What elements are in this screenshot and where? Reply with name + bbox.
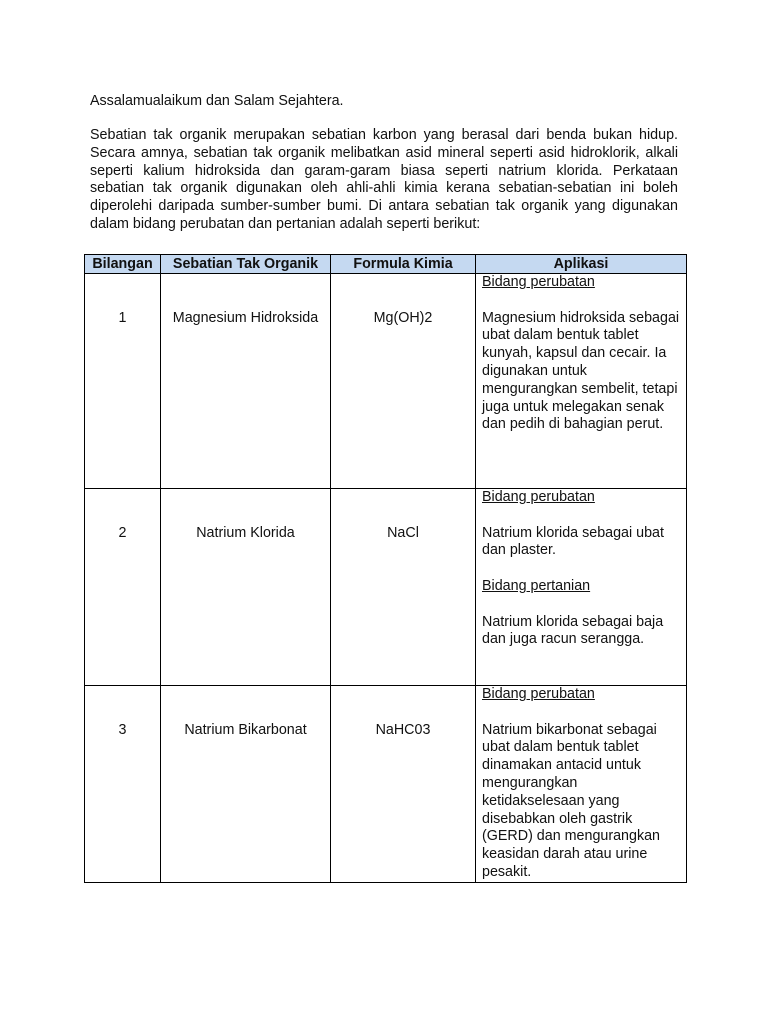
application-description: Magnesium hidroksida sebagai ubat dalam bentuk tablet kunyah, kapsul dan cecair. Ia digunakan untuk mengurangkan sembelit, tetapi juga untuk melegakan senak dan pedih di bahagian perut. bbox=[482, 309, 680, 433]
application-field-label: Bidang perubatan bbox=[482, 274, 595, 290]
compound-name: Natrium Klorida bbox=[196, 525, 295, 541]
application-field-label: Bidang perubatan bbox=[482, 489, 595, 505]
table-header-row bbox=[85, 255, 687, 274]
compound-name-cell bbox=[161, 489, 331, 686]
compound-name-cell bbox=[161, 274, 331, 489]
application-field-label: Bidang perubatan bbox=[482, 686, 595, 702]
application-cell bbox=[476, 274, 687, 489]
row-number-cell bbox=[85, 686, 161, 883]
header-sebatian: Sebatian Tak Organik bbox=[161, 255, 331, 274]
chemical-formula: NaHC03 bbox=[375, 722, 431, 738]
application-cell bbox=[476, 489, 687, 686]
formula-cell bbox=[331, 489, 476, 686]
header-bilangan: Bilangan bbox=[85, 255, 161, 274]
application-cell bbox=[476, 686, 687, 883]
application-description: Natrium bikarbonat sebagai ubat dalam bentuk tablet dinamakan antacid untuk mengurangkan ketidakselesaan yang disebabkan oleh gastrik (GERD) dan mengurangkan keasidan darah atau urine pesakit. bbox=[482, 721, 661, 880]
table-row bbox=[85, 274, 687, 489]
row-number: 3 bbox=[118, 722, 127, 738]
formula-cell bbox=[331, 274, 476, 489]
header-formula: Formula Kimia bbox=[331, 255, 476, 274]
chemical-formula: Mg(OH)2 bbox=[373, 310, 433, 326]
intro-paragraph: Sebatian tak organik merupakan sebatian karbon yang berasal dari benda bukan hidup. Secara amnya, sebatian tak organik melibatkan asid mineral seperti asid hidroklorik, alkali seperti kalium hidroksida dan garam-garam biasa seperti natrium klorida. Perkataan sebatian tak organik digunakan oleh ahli-ahli kimia kerana sebatian-sebatian ini boleh diperolehi daripada sumber-sumber bumi. Di antara sebatian tak organik yang digunakan dalam bidang perubatan dan pertanian adalah seperti berikut: bbox=[90, 127, 678, 232]
greeting-text: Assalamualaikum dan Salam Sejahtera. bbox=[90, 93, 344, 109]
compounds-table bbox=[84, 254, 687, 883]
table-row bbox=[85, 686, 687, 883]
row-number-cell bbox=[85, 489, 161, 686]
compound-name: Natrium Bikarbonat bbox=[184, 722, 307, 738]
compound-name: Magnesium Hidroksida bbox=[172, 310, 319, 326]
application-description: Natrium klorida sebagai ubat dan plaster. bbox=[482, 524, 664, 559]
compound-name-cell bbox=[161, 686, 331, 883]
header-aplikasi: Aplikasi bbox=[476, 255, 687, 274]
row-number: 2 bbox=[118, 525, 127, 541]
row-number-cell bbox=[85, 274, 161, 489]
chemical-formula: NaCl bbox=[387, 525, 419, 541]
formula-cell bbox=[331, 686, 476, 883]
application-field-label: Bidang pertanian bbox=[482, 577, 591, 594]
row-number: 1 bbox=[118, 310, 127, 326]
table-row bbox=[85, 489, 687, 686]
application-description: Natrium klorida sebagai baja dan juga racun serangga. bbox=[482, 613, 664, 648]
